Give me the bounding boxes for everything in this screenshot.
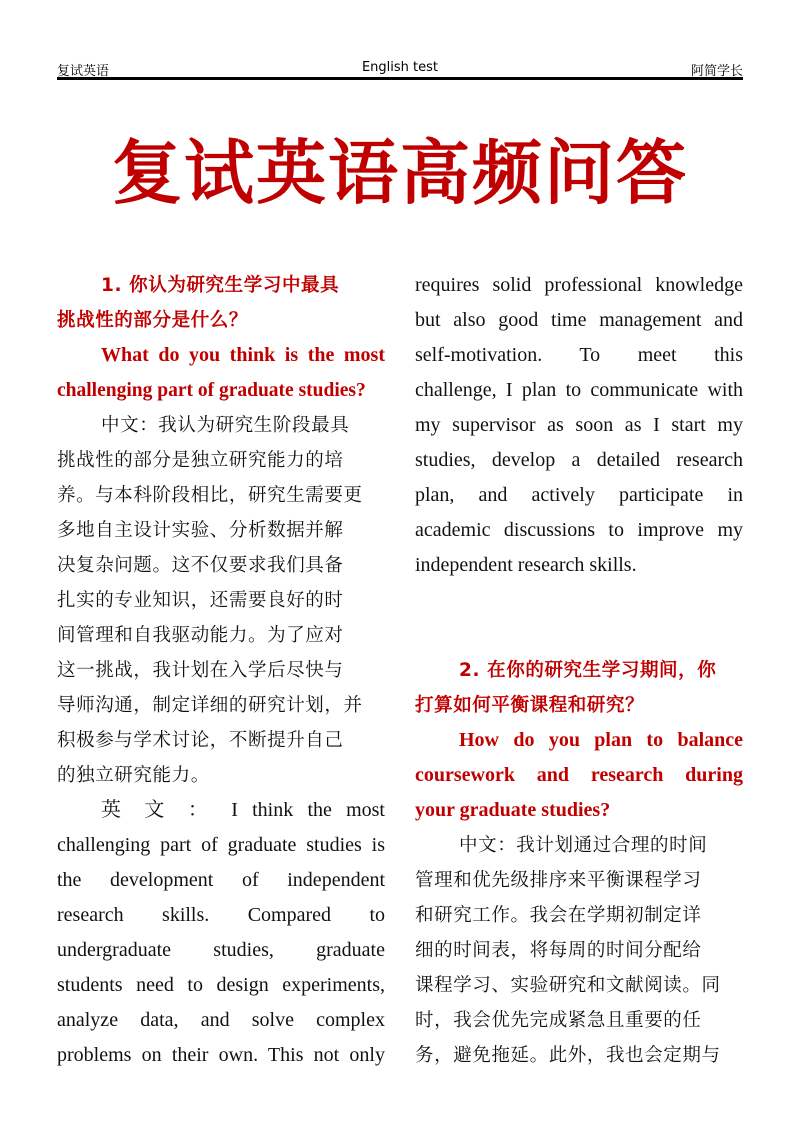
q1-en-answer-line: academic discussions to improve my [415,519,743,541]
q1-en-answer-line: challenge, I plan to communicate with [415,379,743,401]
q1-en-answer-line: studies, develop a detailed research [415,449,743,471]
q2-cn-answer-line: 务，避免拖延。此外，我也会定期与 [415,1045,721,1066]
section-gap [415,583,743,653]
q2-en-question-line: How do you plan to balance [459,729,743,751]
q1-cn-answer-line: 积极参与学术讨论，不断提升自己 [57,730,344,751]
q1-en-answer-line: undergraduate studies, graduate [57,939,385,961]
q1-cn-question-line: 挑战性的部分是什么？ [57,310,249,331]
q1-en-answer-line: independent research skills. [415,554,637,576]
q2-cn-answer-line: 课程学习、实验研究和文献阅读。同 [415,975,721,996]
q1-en-answer-line: students need to design experiments, [57,974,385,996]
column-left [57,268,385,1073]
header-rule [57,77,743,80]
q1-cn-answer-line: 挑战性的部分是独立研究能力的培 [57,450,344,471]
q2-cn-answer-line: 时，我会优先完成紧急且重要的任 [415,1010,702,1031]
q1-en-answer-line: self-motivation. To meet this [415,344,743,366]
q1-en-answer-line: but also good time management and [415,309,743,331]
header-left: 复试英语 [57,64,110,79]
q2-cn-answer-line: 管理和优先级排序来平衡课程学习 [415,870,702,891]
header-right: 阿简学长 [690,64,743,79]
q1-cn-answer-line: 导师沟通，制定详细的研究计划，并 [57,695,363,716]
q1-en-answer-line: the development of independent [57,869,385,891]
q2-cn-answer-line: 和研究工作。我会在学期初制定详 [415,905,702,926]
q1-en-answer-line: analyze data, and solve complex [57,1009,385,1031]
q1-cn-answer-line: 决复杂问题。这不仅要求我们具备 [57,555,344,576]
q1-cn-answer-line: 多地自主设计实验、分析数据并解 [57,520,344,541]
q2-cn-answer-line: 细的时间表，将每周的时间分配给 [415,940,702,961]
q1-en-question-line: What do you think is the most [101,344,385,366]
header-center: English test [361,60,439,75]
q2-en-question-line: your graduate studies? [415,799,611,821]
q1-en-answer-line: plan, and actively participate in [415,484,743,506]
column-right [415,268,743,1073]
q1-en-question-line: challenging part of graduate studies? [57,380,366,401]
q1-cn-answer-line: 扎实的专业知识，还需要良好的时 [57,590,344,611]
q2-cn-question-line: 2. 在你的研究生学习期间，你 [459,660,717,681]
q2-cn-answer-line: 中文：我计划通过合理的时间 [459,835,708,856]
q1-en-answer-line: my supervisor as soon as I start my [415,414,743,436]
q1-cn-answer-line: 的独立研究能力。 [57,765,210,786]
q1-en-answer-line: challenging part of graduate studies is [57,834,385,856]
q2-en-question-line: coursework and research during [415,764,743,786]
q1-en-answer-line: research skills. Compared to [57,904,385,926]
page-title: 复试英语高频问答 [112,132,688,214]
q1-cn-question-line: 1. 你认为研究生学习中最具 [101,275,340,296]
q1-cn-answer-line: 中文：我认为研究生阶段最具 [101,415,350,436]
q1-en-answer-line: requires solid professional knowledge [415,274,743,296]
q1-en-answer-line: problems on their own. This not only [57,1044,385,1066]
q2-cn-question-line: 打算如何平衡课程和研究？ [415,695,645,716]
q1-en-answer-line: 英 文 ： I think the most [101,799,385,821]
q1-cn-answer-line: 养。与本科阶段相比，研究生需要更 [57,485,363,506]
q1-cn-answer-line: 这一挑战，我计划在入学后尽快与 [57,660,344,681]
q1-cn-answer-line: 间管理和自我驱动能力。为了应对 [57,625,344,646]
